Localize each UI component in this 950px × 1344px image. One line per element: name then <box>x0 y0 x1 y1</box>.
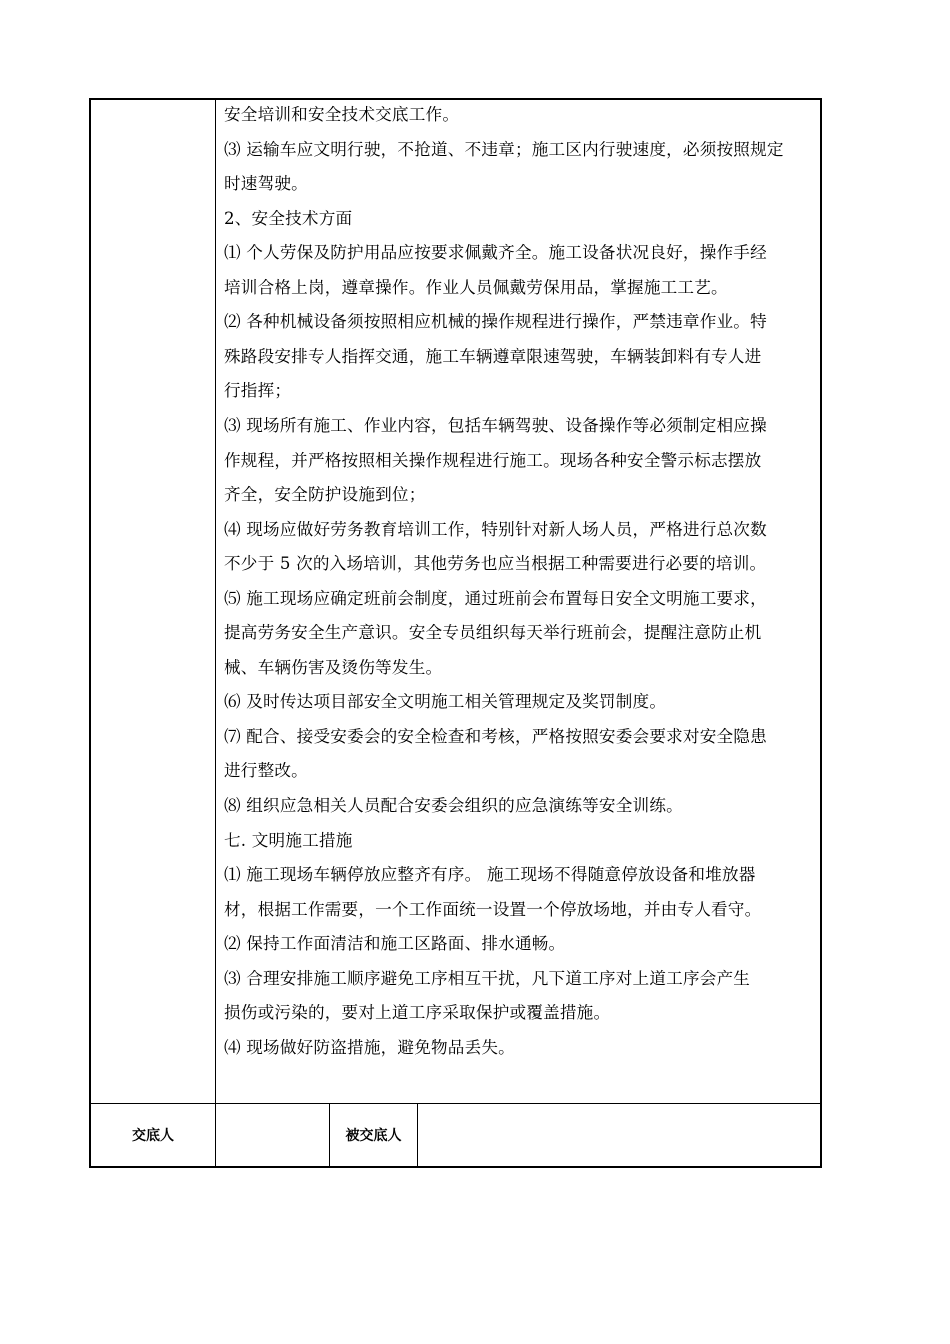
receiver-label: 被交底人 <box>345 1128 402 1144</box>
content-line: 进行整改。 <box>224 761 308 781</box>
content-line: 2、安全技术方面 <box>224 208 353 228</box>
content-line: ⑵ 各种机械设备须按照相应机械的操作规程进行操作，严禁违章作业。特 <box>224 312 767 332</box>
content-line: ⑷ 现场应做好劳务教育培训工作，特别针对新人场人员，严格进行总次数 <box>224 519 767 539</box>
content-line: ⑴ 施工现场车辆停放应整齐有序。 施工现场不得随意停放设备和堆放器 <box>224 865 756 885</box>
content-line: ⑹ 及时传达项目部安全文明施工相关管理规定及奖罚制度。 <box>224 692 667 712</box>
content-line: 材，根据工作需要，一个工作面统一设置一个停放场地，并由专人看守。 <box>224 899 762 919</box>
left-column-divider <box>215 100 216 1166</box>
content-line: 提高劳务安全生产意识。安全专员组织每天举行班前会，提醒注意防止机 <box>224 623 762 643</box>
content-line: 损伤或污染的，要对上道工序采取保护或覆盖措施。 <box>224 1003 611 1023</box>
content-line: ⑶ 合理安排施工顺序避免工序相互干扰，凡下道工序对上道工序会产生 <box>224 968 751 988</box>
content-line: 时速驾驶。 <box>224 174 308 194</box>
content-line: 安全培训和安全技术交底工作。 <box>224 105 460 124</box>
content-line: ⑴ 个人劳保及防护用品应按要求佩戴齐全。施工设备状况良好，操作手经 <box>224 243 767 263</box>
content-line: 培训合格上岗，遵章操作。作业人员佩戴劳保用品，掌握施工工艺。 <box>224 277 728 297</box>
handover-label: 交底人 <box>132 1128 174 1144</box>
disclosure-table <box>89 98 822 1168</box>
content-line: ⑺ 配合、接受安委会的安全检查和考核，严格按照安委会要求对安全隐患 <box>224 726 767 746</box>
handover-value <box>216 1105 329 1167</box>
receiver-value <box>418 1105 820 1167</box>
content-line: ⑶ 现场所有施工、作业内容，包括车辆驾驶、设备操作等必须制定相应操 <box>224 415 767 435</box>
content-line: ⑻ 组织应急相关人员配合安委会组织的应急演练等安全训练。 <box>224 796 683 815</box>
content-line: 行指挥； <box>224 381 292 401</box>
content-line: ⑸ 施工现场应确定班前会制度，通过班前会布置每日安全文明施工要求， <box>224 588 767 608</box>
content-line: 作规程，并严格按照相关操作规程进行施工。现场各种安全警示标志摆放 <box>224 450 762 470</box>
disclosure-content <box>224 100 814 1105</box>
content-line: ⑶ 运输车应文明行驶，不抢道、不违章；施工区内行驶速度，必须按照规定 <box>224 139 784 159</box>
content-line: 七. 文明施工措施 <box>224 830 353 850</box>
content-line: 不少于 5 次的入场培训，其他劳务也应当根据工种需要进行必要的培训。 <box>224 554 767 574</box>
content-line: ⑷ 现场做好防盗措施，避免物品丢失。 <box>224 1037 515 1057</box>
content-line: 殊路段安排专人指挥交通，施工车辆遵章限速驾驶，车辆装卸料有专人进 <box>224 346 762 366</box>
content-line: 齐全，安全防护设施到位； <box>224 485 426 505</box>
content-line: 械、车辆伤害及烫伤等发生。 <box>224 657 443 677</box>
content-line: ⑵ 保持工作面清洁和施工区路面、排水通畅。 <box>224 934 566 954</box>
